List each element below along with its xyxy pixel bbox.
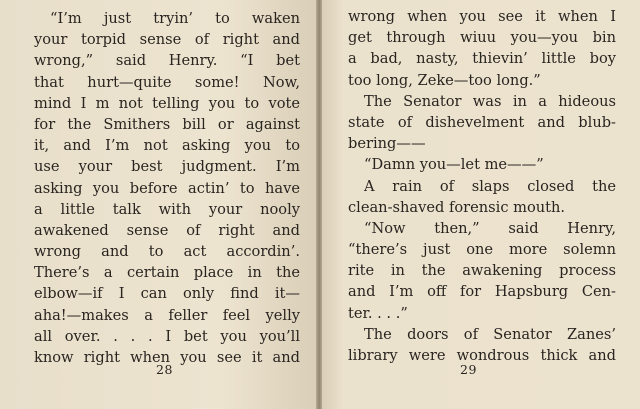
text-line: a little talk with your nooly <box>34 200 300 218</box>
text-line: “Now then,” said Henry, <box>364 219 616 237</box>
text-line: asking you before actin’ to have <box>34 179 300 197</box>
text-line: library were wondrous thick and <box>348 347 616 364</box>
text-line: aha!—makes a feller feel yelly <box>34 306 300 324</box>
text-line: The doors of Senator Zanes’ <box>364 325 616 343</box>
text-line: too long, Zeke—too long.” <box>348 71 541 89</box>
text-line: There’s a certain place in the <box>34 264 300 282</box>
text-line: awakened sense of right and <box>34 221 300 239</box>
text-line: that hurt—quite some! Now, <box>34 73 300 91</box>
book-gutter <box>316 0 322 409</box>
text-line: it, and I’m not asking you to <box>34 137 300 155</box>
text-line: get through wiuu you—you bin <box>348 29 616 47</box>
text-line: “I’m just tryin’ to waken <box>50 10 300 27</box>
text-line: wrong,” said Henry. “I bet <box>34 52 300 70</box>
text-line: mind I m not telling you to vote <box>34 94 300 112</box>
text-line: ter. . . .” <box>348 304 408 322</box>
text-line: elbow—if I can only find it— <box>34 285 300 303</box>
text-line: clean-shaved forensic mouth. <box>348 198 566 216</box>
text-line: and I’m off for Hapsburg Cen- <box>348 283 616 301</box>
text-line: your torpid sense of right and <box>34 31 300 49</box>
text-line: for the Smithers bill or against <box>34 115 300 133</box>
page-number: 29 <box>460 362 477 377</box>
left-page <box>0 0 318 409</box>
text-line: “Damn you—let me——” <box>364 156 544 174</box>
text-line: use your best judgment. I’m <box>34 158 300 176</box>
text-line: “there’s just one more solemn <box>348 241 616 259</box>
text-line: The Senator was in a hideous <box>364 92 616 110</box>
text-line: A rain of slaps closed the <box>364 177 616 195</box>
text-line: wrong and to act accordin’. <box>34 243 300 261</box>
text-line: state of dishevelment and blub- <box>348 113 616 131</box>
text-line: rite in the awakening process <box>348 262 616 280</box>
text-line: bering—— <box>348 135 426 153</box>
right-page <box>318 0 640 409</box>
text-line: know right when you see it and <box>34 349 300 366</box>
text-line: a bad, nasty, thievin’ little boy <box>348 50 616 68</box>
text-line: all over. . . . I bet you you’ll <box>34 327 300 345</box>
text-line: wrong when you see it when I <box>348 8 616 25</box>
page-number: 28 <box>156 362 173 377</box>
